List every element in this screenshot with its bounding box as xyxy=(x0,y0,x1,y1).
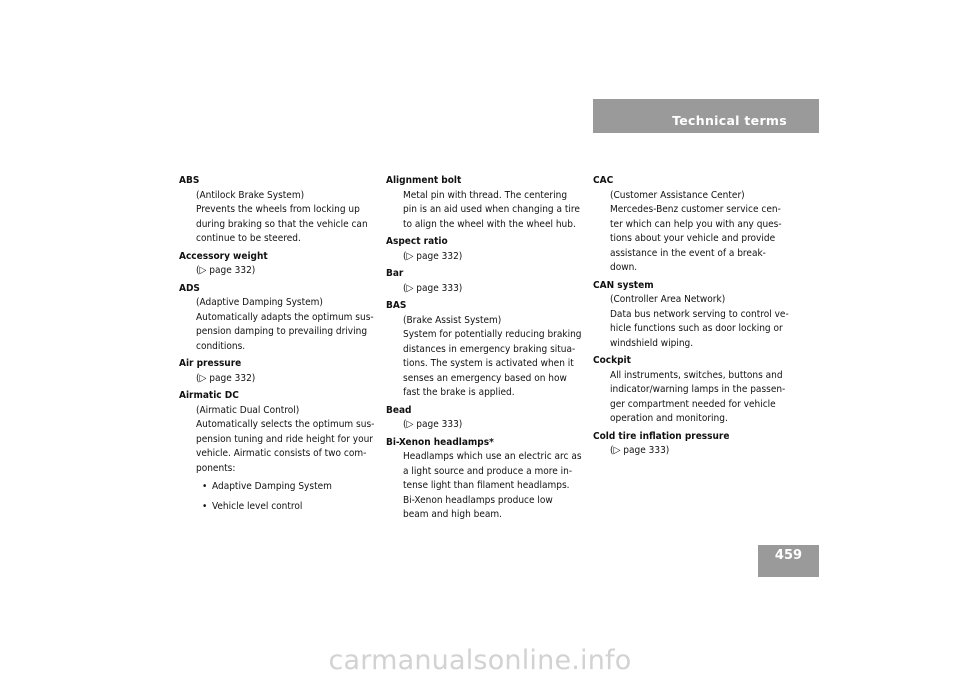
glossary-definition-line: hicle functions such as door locking or xyxy=(610,323,783,334)
glossary-definition-line: indicator/warning lamps in the passen- xyxy=(610,384,786,395)
glossary-term: Air pressure xyxy=(179,358,242,369)
glossary-definition-line: (Customer Assistance Center) xyxy=(610,189,745,201)
glossary-entry xyxy=(386,436,586,523)
glossary-term: Bead xyxy=(386,404,412,416)
glossary-definition-line: Bi-Xenon headlamps produce low xyxy=(403,494,553,506)
bullet-icon: • xyxy=(202,500,208,512)
glossary-entry xyxy=(179,282,379,355)
glossary-definition-line: (▷ page 333) xyxy=(610,445,670,456)
glossary-entry xyxy=(179,174,379,247)
glossary-definition-line: vehicle. Airmatic consists of two com- xyxy=(196,448,367,459)
glossary-definition-line: continue to be steered. xyxy=(196,233,301,244)
bullet-item xyxy=(179,480,379,495)
glossary-term: BAS xyxy=(386,300,407,311)
glossary-definition-line: tense light than filament headlamps. xyxy=(403,480,570,491)
terms-column-2 xyxy=(386,174,586,526)
glossary-definition-line: (Brake Assist System) xyxy=(403,314,502,326)
bullet-item xyxy=(179,500,379,515)
glossary-term: Bar xyxy=(386,268,404,279)
glossary-definition-line: (▷ page 332) xyxy=(403,250,463,262)
glossary-definition-line: Prevents the wheels from locking up xyxy=(196,204,360,215)
glossary-entry xyxy=(179,357,379,386)
glossary-definition-line: Automatically adapts the optimum sus- xyxy=(196,311,374,323)
glossary-definition-line: assistance in the event of a break- xyxy=(610,247,766,259)
page-number-tab xyxy=(758,545,819,577)
glossary-entry xyxy=(593,354,803,427)
glossary-term: ADS xyxy=(179,282,200,294)
glossary-definition-line: (▷ page 333) xyxy=(403,419,463,430)
glossary-definition-line: operation and monitoring. xyxy=(610,413,728,424)
glossary-definition-line: down. xyxy=(610,262,638,273)
glossary-definition-line: (Adaptive Damping System) xyxy=(196,297,323,308)
page-number: 459 xyxy=(774,548,803,563)
glossary-definition-line: ponents: xyxy=(196,462,236,474)
glossary-definition-line: pension damping to prevailing driving xyxy=(196,326,368,337)
glossary-definition-line: Metal pin with thread. The centering xyxy=(403,189,568,201)
glossary-term: Cockpit xyxy=(593,355,631,366)
glossary-definition-line: pin is an aid used when changing a tire xyxy=(403,204,580,215)
glossary-definition-line: Automatically selects the optimum sus- xyxy=(196,419,375,430)
glossary-definition-line: during braking so that the vehicle can xyxy=(196,218,368,230)
glossary-definition-line: ter which can help you with any ques- xyxy=(610,218,782,230)
glossary-definition-line: senses an emergency based on how xyxy=(403,372,567,384)
glossary-entry xyxy=(386,404,586,433)
glossary-entry xyxy=(179,250,379,279)
glossary-definition-line: (Controller Area Network) xyxy=(610,294,726,305)
glossary-term: Airmatic DC xyxy=(179,390,239,401)
glossary-definition-line: (Airmatic Dual Control) xyxy=(196,404,300,416)
glossary-definition-line: pension tuning and ride height for your xyxy=(196,433,373,445)
glossary-entry xyxy=(386,299,586,401)
glossary-term: Alignment bolt xyxy=(386,175,462,186)
glossary-term: Bi-Xenon headlamps* xyxy=(386,436,494,448)
glossary-definition-line: a light source and produce a more in- xyxy=(403,465,573,477)
glossary-term: Aspect ratio xyxy=(386,236,448,247)
glossary-definition-line: Headlamps which use an electric arc as xyxy=(403,451,582,462)
glossary-definition-line: (▷ page 332) xyxy=(196,265,256,276)
glossary-entry xyxy=(386,174,586,232)
bullet-list xyxy=(179,480,379,514)
terms-column-1 xyxy=(179,174,379,519)
glossary-entry xyxy=(179,389,379,514)
glossary-term: Cold tire inflation pressure xyxy=(593,430,730,442)
header-tab xyxy=(593,99,819,133)
glossary-definition-line: System for potentially reducing braking xyxy=(403,329,582,340)
glossary-definition-line: windshield wiping. xyxy=(610,337,694,349)
glossary-definition-line: to align the wheel with the wheel hub. xyxy=(403,218,576,230)
bullet-icon: • xyxy=(202,481,208,492)
glossary-entry xyxy=(386,235,586,264)
glossary-definition-line: conditions. xyxy=(196,340,246,352)
glossary-definition-line: ger compartment needed for vehicle xyxy=(610,398,776,410)
glossary-definition-line: (▷ page 332) xyxy=(196,372,256,384)
glossary-definition-line: tions about your vehicle and provide xyxy=(610,233,776,244)
glossary-entry xyxy=(593,174,803,276)
glossary-definition-line: All instruments, switches, buttons and xyxy=(610,369,783,381)
glossary-term: CAC xyxy=(593,175,614,186)
glossary-definition-line: (Antilock Brake System) xyxy=(196,189,305,201)
glossary-definition-line: tions. The system is activated when it xyxy=(403,358,574,369)
glossary-term: Accessory weight xyxy=(179,250,268,262)
glossary-definition-line: distances in emergency braking situa- xyxy=(403,343,576,355)
glossary-definition-line: beam and high beam. xyxy=(403,509,503,520)
terms-column-3 xyxy=(593,174,803,462)
glossary-entry xyxy=(593,430,803,459)
bullet-text: Vehicle level control xyxy=(212,500,303,512)
section-title: Technical terms xyxy=(672,113,787,128)
glossary-definition-line: fast the brake is applied. xyxy=(403,387,515,398)
glossary-term: CAN system xyxy=(593,279,654,291)
glossary-term: ABS xyxy=(179,175,200,186)
glossary-entry xyxy=(386,267,586,296)
watermark: carmanualsonline.info xyxy=(328,645,632,676)
bullet-text: Adaptive Damping System xyxy=(212,481,332,492)
glossary-entry xyxy=(593,279,803,352)
glossary-definition-line: Data bus network serving to control ve- xyxy=(610,308,789,320)
glossary-definition-line: (▷ page 333) xyxy=(403,282,463,294)
glossary-definition-line: Mercedes-Benz customer service cen- xyxy=(610,204,781,215)
